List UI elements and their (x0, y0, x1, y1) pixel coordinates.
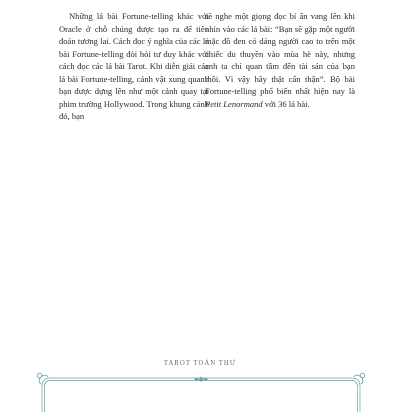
right-paragraph-text-start: sẽ nghe một giọng đọc bí ẩn vang lên khi nhìn vào các lá bài: “Bạn sẽ gặp một người mặc đồ đen có dáng người cao to trên một chiếc du thuyền vào mùa hè này, nhưng anh ta chỉ quan tâm đến tài sản của bạn thôi. Vì vậy hãy thật cẩn thận”. Bộ bài Fortune-telling phổ biến nhất hiện nay là (205, 11, 355, 96)
left-paragraph: Những lá bài Fortune-telling khác với Oracle ở chỗ chúng được tạo ra để tiên đoán tương lai. Cách đọc ý nghĩa của các lá bài Fortune-telling đòi hỏi tư duy khác với cách đọc các lá bài Tarot. Khi diễn giải các lá bài Fortune-telling, cảnh vật xung quanh bạn được dựng lên như một cảnh quay tại phim trường Hollywood. Trong khung cảnh đó, bạn (59, 11, 209, 121)
corner-flourish-left-icon (37, 373, 50, 386)
book-title: Petit Lenormand (205, 98, 263, 109)
right-paragraph (205, 10, 355, 110)
right-paragraph-text-end: với 36 lá bài. (262, 98, 310, 109)
decorative-border-frame (36, 372, 366, 412)
left-text-column (59, 10, 209, 123)
running-title: TAROT TOÀN THƯ (163, 360, 237, 367)
right-text-column (205, 10, 355, 110)
corner-flourish-right-icon (352, 373, 365, 386)
center-ornament-icon (194, 377, 208, 383)
